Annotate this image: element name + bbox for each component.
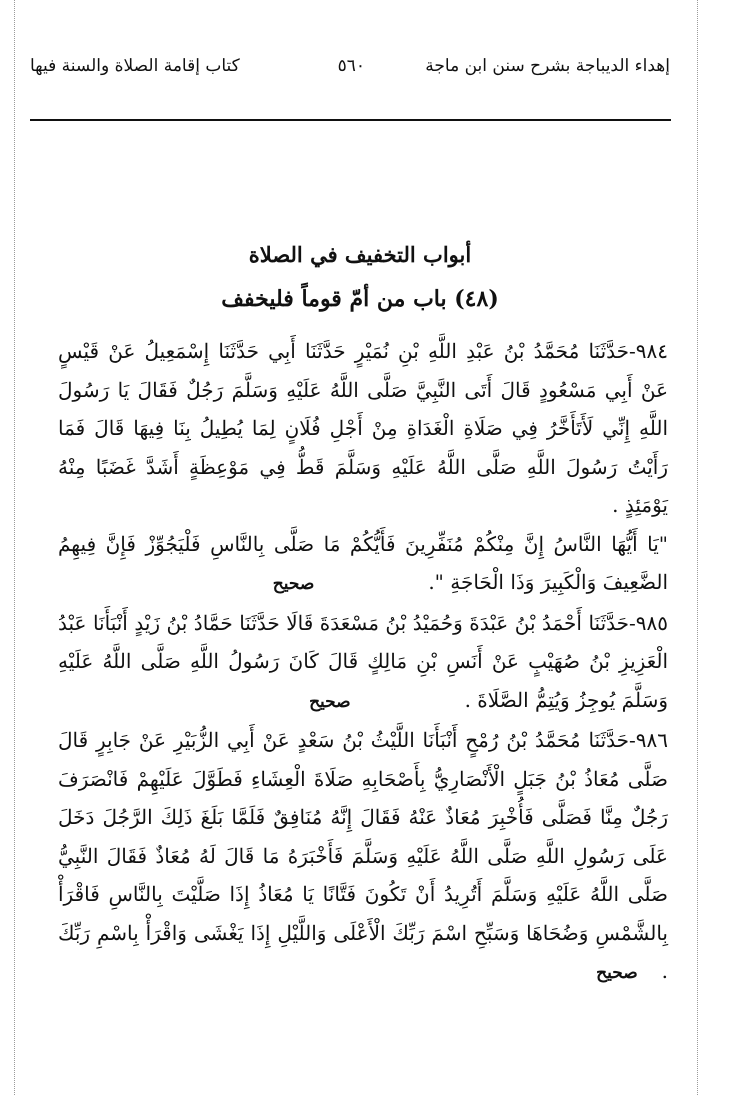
- hadith-984-grade: صحيح: [272, 574, 315, 594]
- hadith-984-quote-text: "يَا أَيُّهَا النَّاسُ إِنَّ مِنْكُمْ مُنَفِّرِينَ فَأَيُّكُمْ مَا صَلَّى بِالنَّاسِ فَلْيَجُوِّزْ فَإِنَّ فِيهِمُ الضَّعِيفَ وَالْكَبِيرَ وَذَا الْحَاجَةِ ".: [58, 531, 668, 594]
- hadith-984-quote: [58, 525, 668, 604]
- scan-guide-line: [14, 0, 15, 1095]
- hadith-986-text: ٩٨٦-حَدَّثَنَا مُحَمَّدُ بْنُ رُمْحٍ أَنْبَأَنَا اللَّيْثُ بْنُ سَعْدٍ عَنْ أَبِي الزُّبَيْرِ عَنْ جَابِرٍ قَالَ صَلَّى مُعَاذُ بْنُ جَبَلٍ الْأَنْصَارِيُّ بِأَصْحَابِهِ صَلَاةَ الْعِشَاءِ فَطَوَّلَ عَلَيْهِمْ فَانْصَرَفَ رَجُلٌ مِنَّا فَصَلَّى فَأُخْبِرَ مُعَاذٌ عَنْهُ فَقَالَ إِنَّهُ مُنَافِقٌ فَلَمَّا بَلَغَ ذَلِكَ الرَّجُلَ دَخَلَ عَلَى رَسُولِ اللَّهِ صَلَّى اللَّهُ عَلَيْهِ وَسَلَّمَ فَأَخْبَرَهُ مَا قَالَ لَهُ مُعَاذٌ فَقَالَ النَّبِيُّ صَلَّى اللَّهُ عَلَيْهِ وَسَلَّمَ أَتُرِيدُ أَنْ تَكُونَ فَتَّانًا يَا مُعَاذُ إِذَا صَلَّيْتَ بِالنَّاسِ فَاقْرَأْ بِالشَّمْسِ وَضُحَاهَا وَسَبِّحِ اسْمَ رَبِّكَ الْأَعْلَى وَاللَّيْلِ إِذَا يَغْشَى وَاقْرَأْ بِاسْمِ رَبِّكَ .: [58, 728, 669, 983]
- section-title: أبواب التخفيف في الصلاة: [248, 242, 472, 267]
- header-divider: [30, 119, 671, 121]
- page-body: [58, 332, 668, 993]
- hadith-984: ٩٨٤-حَدَّثَنَا مُحَمَّدُ بْنُ عَبْدِ اللَّهِ بْنِ نُمَيْرٍ حَدَّثَنَا أَبِي حَدَّثَنَا إِسْمَعِيلُ عَنْ قَيْسٍ عَنْ أَبِي مَسْعُودٍ قَالَ أَتَى النَّبِيَّ صَلَّى اللَّهُ عَلَيْهِ وَسَلَّمَ رَجُلٌ فَقَالَ يَا رَسُولَ اللَّهِ إِنِّي لَأَتَأَخَّرُ فِي صَلَاةِ الْغَدَاةِ مِنْ أَجْلِ فُلَانٍ لِمَا يُطِيلُ بِنَا فِيهَا قَالَ فَمَا رَأَيْتُ رَسُولَ اللَّهِ صَلَّى اللَّهُ عَلَيْهِ وَسَلَّمَ قَطُّ فِي مَوْعِظَةٍ أَشَدَّ غَضَبًا مِنْهُ يَوْمَئِذٍ .: [58, 339, 668, 517]
- hadith-986-grade: صحيح: [596, 963, 638, 983]
- hadith-985: [58, 604, 668, 722]
- header-book-title: إهداء الديباجة بشرح سنن ابن ماجة: [425, 56, 670, 76]
- scan-guide-line: [697, 0, 698, 1095]
- hadith-986: [58, 721, 668, 993]
- header-chapter-title: كتاب إقامة الصلاة والسنة فيها: [30, 56, 240, 76]
- running-header: [30, 56, 670, 86]
- hadith-985-grade: صحيح: [309, 691, 351, 712]
- hadith-985-text: ٩٨٥-حَدَّثَنَا أَحْمَدُ بْنُ عَبْدَةَ وَحُمَيْدُ بْنُ مَسْعَدَةَ قَالَا حَدَّثَنَا حَمَّادُ بْنُ زَيْدٍ أَنْبَأَنَا عَبْدُ الْعَزِيزِ بْنُ صُهَيْبٍ عَنْ أَنَسِ بْنِ مَالِكٍ قَالَ كَانَ رَسُولُ اللَّهِ صَلَّى اللَّهُ عَلَيْهِ وَسَلَّمَ يُوجِزُ وَيُتِمُّ الصَّلَاةَ .: [58, 610, 668, 712]
- chapter-heading: (٤٨) باب من أمّ قوماً فليخفف: [221, 286, 499, 312]
- page-number: ٥٦٠: [337, 56, 365, 76]
